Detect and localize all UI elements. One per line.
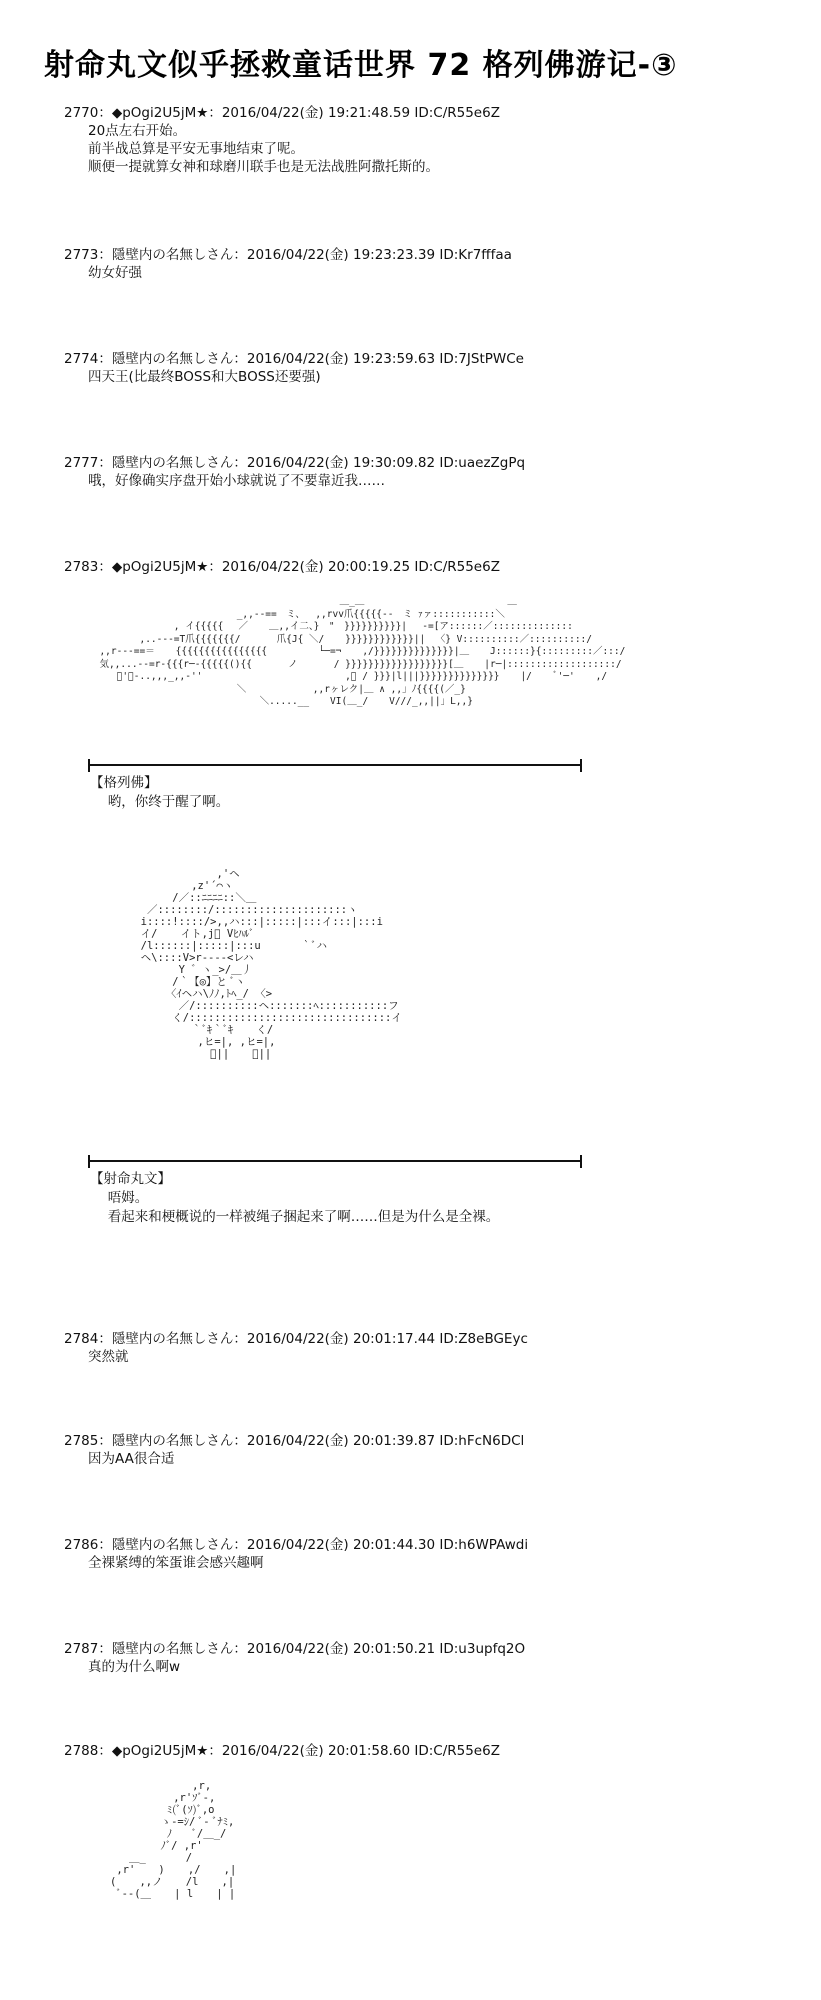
post-body: 哦，好像确实序盘开始小球就说了不要靠近我…… (88, 473, 385, 489)
post-2788 (64, 1742, 500, 1760)
post-2770 (64, 104, 500, 176)
post-2786 (64, 1536, 528, 1572)
post-2785 (64, 1432, 524, 1468)
post-body: 全裸紧缚的笨蛋谁会感兴趣啊 (88, 1555, 264, 1571)
aya-speech: 【射命丸文】 唔姆。 看起来和梗概说的一样被绳子捆起来了啊……但是为什么是全裸。 (90, 1171, 500, 1225)
post-2773 (64, 246, 512, 282)
post-2784 (64, 1330, 528, 1366)
post-header: 2786：隱壁内の名無しさん：2016/04/22(金) 20:01:44.30 ID:h6WPAwdi (64, 1537, 529, 1553)
post-body: 真的为什么啊w (88, 1659, 181, 1675)
post-header: 2773：隱壁内の名無しさん：2016/04/22(金) 19:23:23.39 ID:Kr7fffaa (64, 247, 512, 263)
divider-tick (88, 759, 90, 772)
post-header: 2774：隱壁内の名無しさん：2016/04/22(金) 19:23:59.63 ID:7JStPWCe (64, 351, 524, 367)
cat-ascii-art: ,r, ,r'ｿﾞ-, ﾐ(ﾞ(ｿ)ﾞ,o ゝ-=ｼ/ ﾞ- ﾞﾅﾐ, ﾉ ﾞ/＿_/ ﾉﾞ/ ,r' ＿_ / ,r' ) ,/ ,| ( ,,ノ /l ,| ﾞ‐-(＿ | l | | (110, 1780, 237, 1900)
post-2787 (64, 1640, 525, 1676)
post-body: 20点左右开始。 前半战总算是平安无事地结束了呢。 顺便一提就算女神和球磨川联手也是无法战胜阿撒托斯的。 (88, 123, 439, 175)
scene-divider (88, 764, 582, 766)
post-header: 2777：隱壁内の名無しさん：2016/04/22(金) 19:30:09.82 ID:uaezZgPq (64, 455, 526, 471)
post-body: 因为AA很合适 (88, 1451, 175, 1467)
divider-tick (580, 1155, 582, 1168)
post-header: 2783：◆pOgi2U5jM★：2016/04/22(金) 20:00:19.25 ID:C/R55e6Z (64, 559, 500, 575)
post-header: 2787：隱壁内の名無しさん：2016/04/22(金) 20:01:50.21 ID:u3upfq2O (64, 1641, 526, 1657)
page-title: 射命丸文似乎拯救童话世界 72 格列佛游记-③ (44, 48, 678, 83)
post-body: 幼女好强 (88, 265, 142, 281)
divider-tick (580, 759, 582, 772)
scene-divider (88, 1160, 582, 1162)
gulliver-speech: 【格列佛】 哟，你终于醒了啊。 (90, 775, 230, 810)
post-body: 突然就 (88, 1349, 129, 1365)
post-2783 (64, 558, 500, 576)
post-header: 2770：◆pOgi2U5jM★：2016/04/22(金) 19:21:48.59 ID:C/R55e6Z (64, 105, 500, 121)
aya-ascii-art: ,'ヘ ,z'´⌒ヽ /／::ﾆﾆﾆﾆ::＼＿ ／::::::::/:::::::::::::::::::::ヽ i::::!::::/>,,ハ:::|:::::|:::イ:::|:::i イ/ イト,j゙ Vﾋﾊﾙﾞ /l::::::|:::::|:::u ｀ﾞハ ヘ\::::V>r‐‐--<レハ Y ゛ヽ_>/＿丿 /｀【◎】と ﾞヽ 〈ｲヘハ\ﾉﾉ,ﾄﾍ_/ 〈> ／/::::::::::ヘ:::::::ﾍ:::::::::::フ く/::::::::::::::::::::::::::::::::イ ｀ﾞｷ｀ﾞｷ く/ ,ヒ=|, ,ヒ=|, ﾞ|| ﾞ|| (140, 868, 402, 1060)
giant-ascii-art: ＿_＿ ＿ _,,--== ミ、 ,,rvv爪{{{{{-‐ ミ ｧァ:::::::::::＼ , イ{{{{{ ／ ＿,,イ二、} " }}}}}}}}}}| -=[ア::::::／:::::::::::::: ,..---=T爪{{{{{{{/ 爪{J{ ＼/ }}}}}}}}}}}}|| 〈} V::::::::::／::::::::::/ ,,r---==＝ {{{{{{{{{{{{{{{{ └─=¬ ,/}}}}}}}}}}}}}}|＿ J::::::}{:::::::::／:::/ 気,,...-‐=r‐{{{r─-{{{{{(){{ ノ / }}}}}}}}}}}}}}}}}}[＿ |r─|:::::::::::::::::::/ ゙'ー-..,,,_,,-'' ,」 / }}}|l|||}}}}}}}}}}}}}} |/ ﾞ'─' ,/ ＼ ,,rヶレク|＿ ∧ ,,」ﾉ{{{{(／_} ＼.....__ VI(＿_/ V///_,,||」L,,} (99, 596, 626, 707)
post-header: 2785：隱壁内の名無しさん：2016/04/22(金) 20:01:39.87 ID:hFcN6DCl (64, 1433, 525, 1449)
divider-tick (88, 1155, 90, 1168)
post-header: 2788：◆pOgi2U5jM★：2016/04/22(金) 20:01:58.60 ID:C/R55e6Z (64, 1743, 500, 1759)
post-2777 (64, 454, 525, 490)
post-header: 2784：隱壁内の名無しさん：2016/04/22(金) 20:01:17.44 ID:Z8eBGEyc (64, 1331, 528, 1347)
post-body: 四天王(比最终BOSS和大BOSS还要强) (88, 369, 321, 385)
post-2774 (64, 350, 524, 386)
